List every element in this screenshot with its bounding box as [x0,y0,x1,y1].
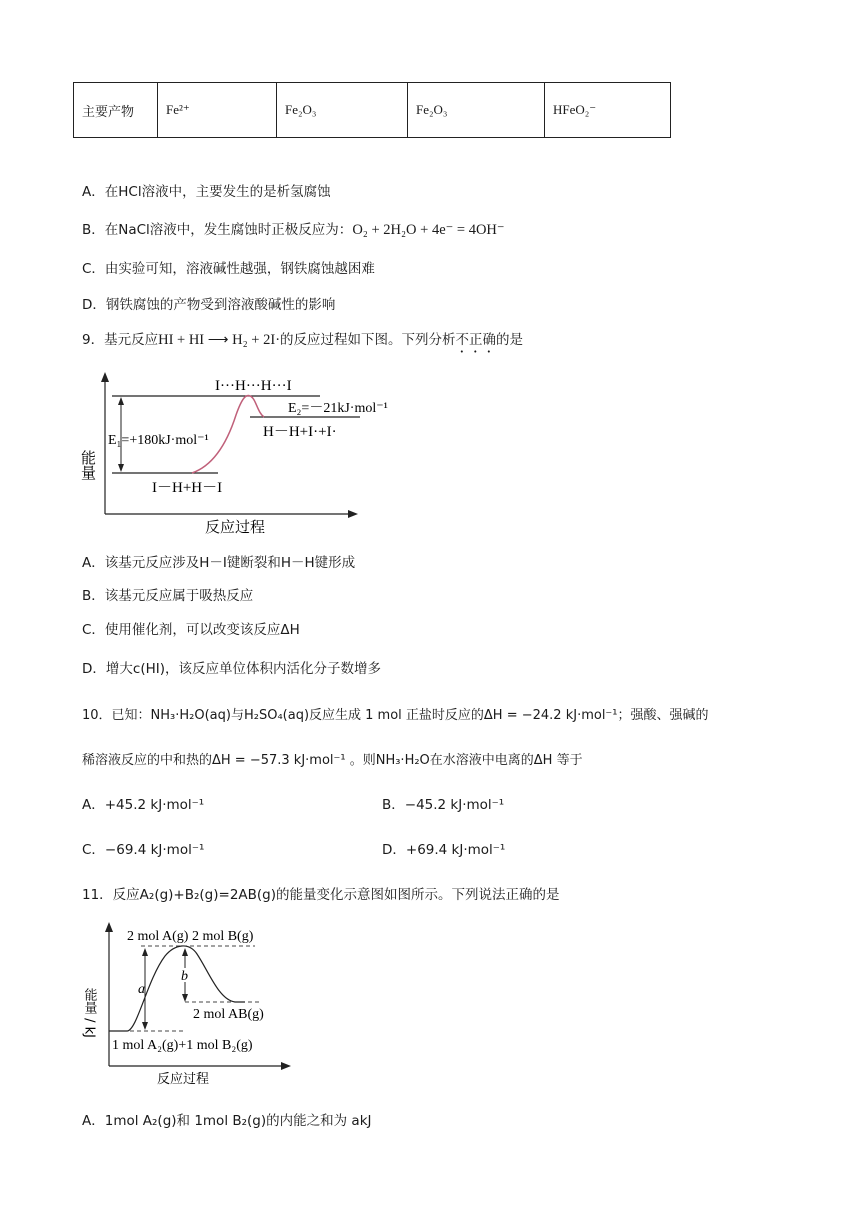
transition-state-label: I···H···H···I [215,378,292,394]
table-cell: Fe₂O₃ [408,83,545,138]
emphasis: 不正确 [455,332,497,348]
q10-option-c: C．−69.4 kJ·mol⁻¹ [82,842,205,858]
q9-stem: 9．基元反应HI + HI ⟶ H₂ + 2I·的反应过程如下图。下列分析不正确的是 [82,332,524,348]
q11-stem: 11．反应A₂(g)+B₂(g)=2AB(g)的能量变化示意图如图所示。下列说法正确的是 [82,887,560,903]
table-cell: Fe²⁺ [158,83,277,138]
q8-option-b: B．在NaCl溶液中，发生腐蚀时正极反应为：O₂ + 2H₂O + 4e⁻ = 4OH⁻ [82,222,505,238]
q9-option-b: B．该基元反应属于吸热反应 [82,588,254,604]
equation: HI + HI ⟶ H₂ + 2I· [158,332,281,348]
reactant-label: I－H+H－I [152,480,223,496]
e1-label: E₁=+180kJ·mol⁻¹ [108,433,209,448]
y-axis-label: 能量 / kJ [81,988,97,1039]
product-table [73,82,671,138]
product-label: H－H+I·+I· [263,424,337,440]
a-label: a [138,982,145,997]
q10-option-d: D．+69.4 kJ·mol⁻¹ [382,842,506,858]
y-axis-label: 能量 [79,450,97,480]
q9-option-c: C．使用催化剂，可以改变该反应ΔH [82,622,300,638]
x-axis-label: 反应过程 [157,1072,210,1087]
top-level-label: 2 mol A(g) 2 mol B(g) [127,929,254,944]
q10-stem-line1: 10．已知：NH₃·H₂O(aq)与H₂SO₄(aq)反应生成 1 mol 正盐时反应的ΔH = −24.2 kJ·mol⁻¹；强酸、强碱的 [82,708,709,723]
q11-energy-diagram [81,920,315,1090]
q10-option-a: A．+45.2 kJ·mol⁻¹ [82,797,205,813]
q8-option-c: C．由实验可知，溶液碱性越强，钢铁腐蚀越困难 [82,261,375,277]
q9-option-a: A．该基元反应涉及H－I键断裂和H－H键形成 [82,555,356,571]
x-axis-label: 反应过程 [205,518,266,536]
q11-option-a: A．1mol A₂(g)和 1mol B₂(g)的内能之和为 akJ [82,1113,372,1129]
q9-energy-diagram [80,370,420,540]
table-row-label: 主要产物 [74,83,158,138]
table-cell: HFeO₂⁻ [545,83,671,138]
reactant-label: 1 mol A₂(g)+1 mol B₂(g) [112,1038,253,1053]
e2-label: E₂=－21kJ·mol⁻¹ [288,401,388,416]
equation: O₂ + 2H₂O + 4e⁻ = 4OH⁻ [352,222,505,238]
q10-stem-line2: 稀溶液反应的中和热的ΔH = −57.3 kJ·mol⁻¹ 。则NH₃·H₂O在水溶液中电离的ΔH 等于 [82,753,583,768]
q9-option-d: D．增大c(HI)，该反应单位体积内活化分子数增多 [82,661,381,677]
product-label: 2 mol AB(g) [193,1007,264,1022]
b-label: b [181,969,188,984]
q8-option-a: A．在HCl溶液中，主要发生的是析氢腐蚀 [82,184,331,200]
table-cell: Fe₂O₃ [277,83,408,138]
q10-option-b: B．−45.2 kJ·mol⁻¹ [382,797,505,813]
q8-option-d: D．钢铁腐蚀的产物受到溶液酸碱性的影响 [82,297,336,313]
